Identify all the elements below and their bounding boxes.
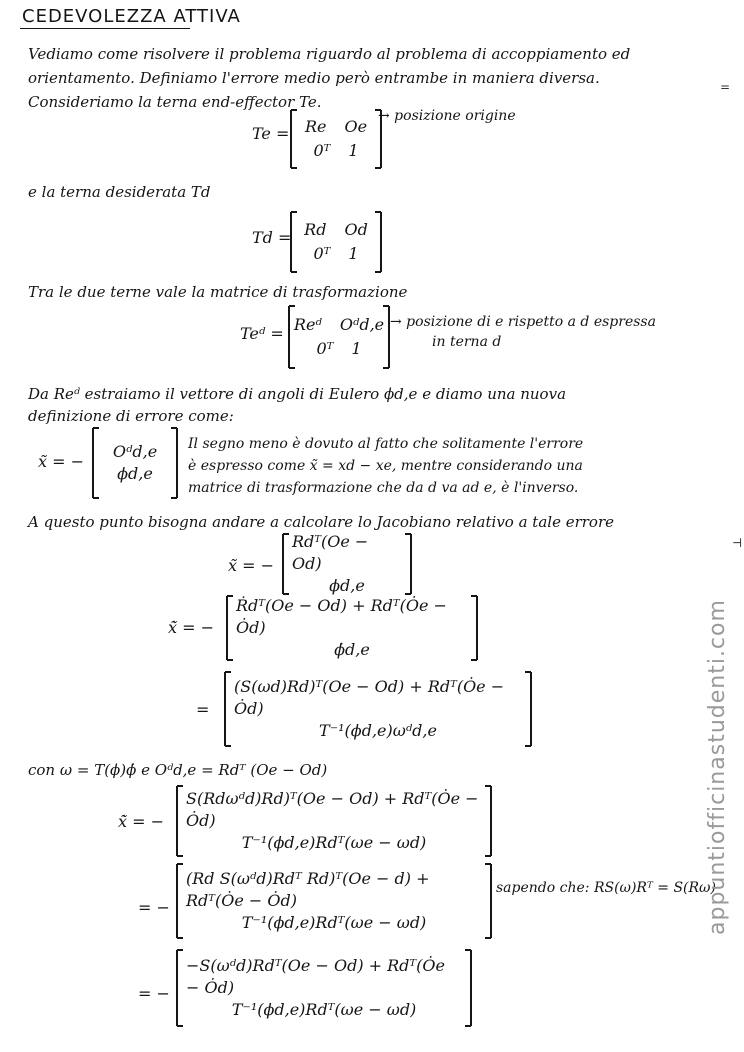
eq5-lhs: x̃ = −	[228, 556, 275, 575]
eq10-row-2	[186, 999, 462, 1021]
eq6-cell: Ṙdᵀ(Oe − Od) + Rdᵀ(Ȯe − Ȯd)	[236, 596, 447, 637]
margin-mark-2: ⊣	[732, 536, 743, 550]
eq2-row-1	[300, 218, 372, 242]
eq1-lhs: Te =	[252, 124, 290, 143]
eq1-cell: 0ᵀ	[313, 141, 331, 160]
eq3-cell: Reᵈ	[293, 315, 322, 334]
eq3-annotation-2: in terna d	[432, 334, 502, 350]
eq1-matrix	[290, 110, 382, 168]
eq8-cell: T⁻¹(ϕd,e)Rdᵀ(ωe − ωd)	[241, 833, 427, 852]
eq10-cell: −S(ωᵈd)Rdᵀ(Oe − Od) + Rdᵀ(Ȯe − Ȯd)	[186, 956, 445, 997]
eq5-vector	[282, 534, 412, 594]
eq6-cell: ϕ̇d,e	[334, 640, 370, 659]
eq1-row-1	[300, 115, 372, 139]
eq2-cell: Rd	[304, 220, 327, 239]
eq4-cell: ϕd,e	[117, 464, 153, 483]
eq7-row-1	[234, 676, 522, 720]
eq2-matrix	[290, 212, 382, 272]
eq3-row-1	[293, 313, 385, 337]
margin-mark-1: =	[720, 80, 731, 94]
eq3-cell: 1	[351, 339, 362, 358]
eq9-lhs: = −	[138, 898, 170, 917]
eq9-vector	[176, 864, 492, 938]
eq8-cell: S(Rdωᵈd)Rd)ᵀ(Oe − Od) + Rdᵀ(Ȯe − Ȯd)	[186, 789, 479, 830]
eq10-vector	[176, 950, 472, 1026]
eq4-note-2: è espresso come x̃ = xd − xe, mentre considerando una	[188, 458, 583, 474]
eq1-annotation: → posizione origine	[378, 108, 516, 124]
eq9-row-2	[186, 912, 482, 934]
line-euler-2: definizione di errore come:	[28, 407, 234, 425]
site-watermark: appuntiofficinastudenti.com	[705, 599, 730, 935]
eq5-cell: Rdᵀ(Oe − Od)	[292, 532, 369, 573]
eq3-annotation-1: → posizione di e rispetto a d espressa	[390, 314, 656, 330]
eq4-row-2	[102, 463, 168, 485]
eq10-cell: T⁻¹(ϕd,e)Rdᵀ(ωe − ωd)	[231, 1000, 417, 1019]
eq7-lhs: =	[196, 700, 210, 719]
eq3-lhs: Teᵈ =	[240, 324, 284, 343]
eq4-lhs: x̃ = −	[38, 452, 85, 471]
eq8-lhs: x̃̇ = −	[118, 812, 165, 831]
eq2-cell: 0ᵀ	[313, 244, 331, 263]
eq1-cell: 1	[348, 141, 359, 160]
eq7-row-2	[234, 720, 522, 742]
eq9-cell: T⁻¹(ϕd,e)Rdᵀ(ωe − ωd)	[241, 913, 427, 932]
eq10-lhs: = −	[138, 984, 170, 1003]
eq9-cell: (Rd S(ωᵈd)Rdᵀ Rd)ᵀ(Oe − d) + Rdᵀ(Ȯe − Ȯd)	[186, 869, 430, 910]
intro-paragraph: Vediamo come risolvere il problema riguardo al problema di accoppiamento ed orientamento. Definiamo l'errore medio però entrambe in maniera diversa. Consideriamo la terna end-effector Te.	[28, 45, 631, 111]
line-desired-frame: e la terna desiderata Td	[28, 183, 211, 201]
eq4-cell: Oᵈd,e	[112, 442, 158, 461]
eq3-row-2	[298, 337, 380, 361]
eq6-row-1	[236, 595, 468, 639]
eq4-row-1	[102, 441, 168, 463]
eq10-row-1	[186, 955, 462, 999]
eq2-cell: Od	[344, 220, 368, 239]
line-omega-def: con ω = T(ϕ)ϕ̇ e Oᵈd,e = Rdᵀ (Oe − Od)	[28, 761, 328, 779]
line-euler-1: Da Reᵈ estraiamo il vettore di angoli di Eulero ϕd,e e diamo una nuova	[28, 385, 567, 403]
eq9-side-note: sapendo che: RS(ω)Rᵀ = S(Rω)	[496, 880, 716, 896]
eq6-vector	[226, 596, 478, 660]
eq6-row-2	[236, 639, 468, 661]
eq1-cell: Re	[304, 117, 327, 136]
eq6-lhs: x̃̇ = −	[168, 618, 215, 637]
line-transformation: Tra le due terne vale la matrice di trasformazione	[28, 283, 408, 301]
eq8-row-2	[186, 832, 482, 854]
eq1-row-2	[300, 139, 372, 163]
eq5-cell: ϕd,e	[329, 576, 365, 595]
eq8-vector	[176, 786, 492, 856]
eq9-row-1	[186, 868, 482, 912]
eq3-cell: Oᵈd,e	[339, 315, 385, 334]
line-jacobian: A questo punto bisogna andare a calcolare lo Jacobiano relativo a tale errore	[28, 513, 615, 531]
eq4-note-1: Il segno meno è dovuto al fatto che solitamente l'errore	[188, 436, 584, 452]
eq1-cell: Oe	[344, 117, 368, 136]
eq7-vector	[224, 672, 532, 746]
eq2-lhs: Td =	[252, 228, 292, 247]
eq3-cell: 0ᵀ	[316, 339, 334, 358]
title-underline	[20, 28, 190, 29]
eq4-vector	[92, 428, 178, 498]
eq3-matrix	[288, 306, 390, 368]
eq7-cell: (S(ωd)Rd)ᵀ(Oe − Od) + Rdᵀ(Ȯe − Ȯd)	[234, 677, 505, 718]
eq5-row-2	[292, 575, 402, 597]
eq2-row-2	[300, 242, 372, 266]
eq7-cell: T⁻¹(ϕd,e)ωᵈd,e	[319, 721, 437, 740]
page-title: CEDEVOLEZZA ATTIVA	[22, 6, 241, 27]
eq4-note-3: matrice di trasformazione che da d va ad e, è l'inverso.	[188, 480, 579, 496]
eq8-row-1	[186, 788, 482, 832]
eq2-cell: 1	[348, 244, 359, 263]
eq5-row-1	[292, 531, 402, 575]
